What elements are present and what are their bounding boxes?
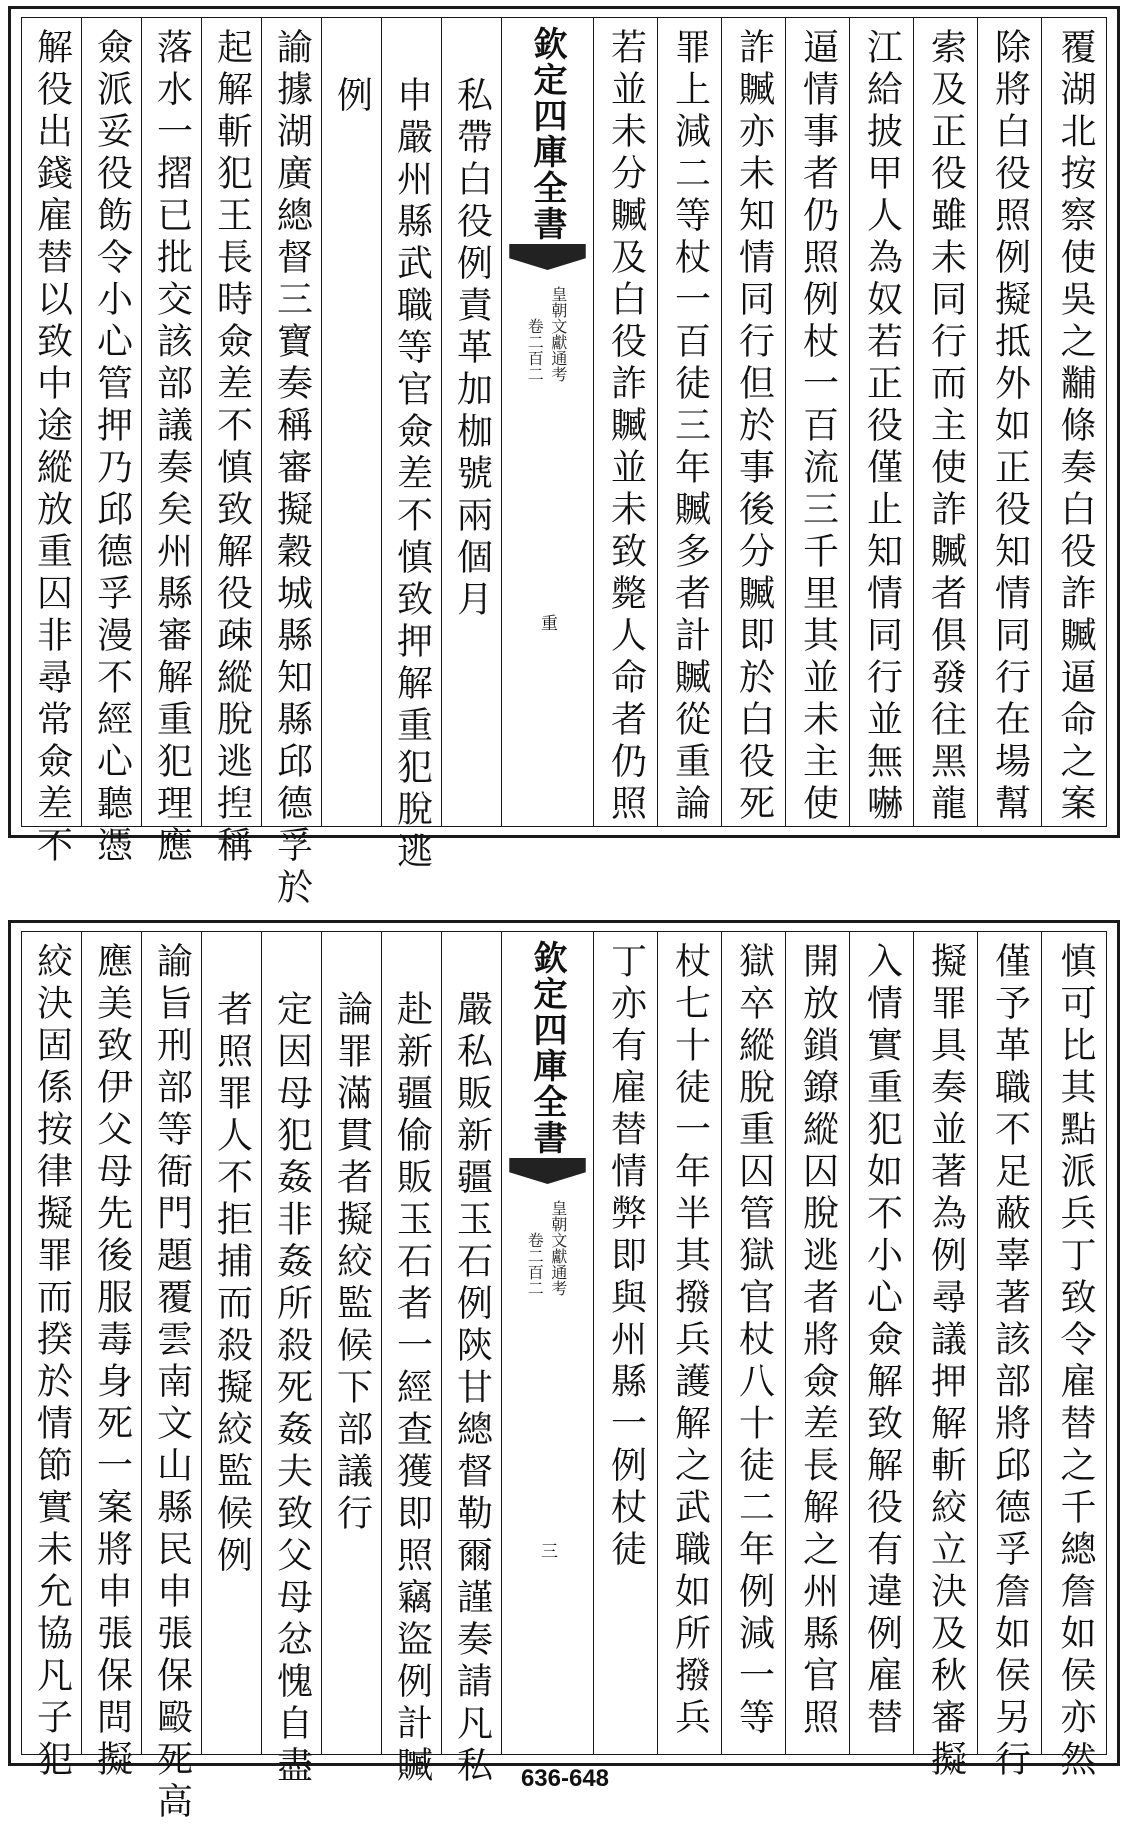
text-column [1042,932,1108,1782]
column-text: 絞決固係按律擬罪而揆於情節實未允協凡子犯 [31,942,73,1782]
column-text: 者照罪人不拒捕而殺擬絞監候例 [211,990,253,1578]
text-column [262,18,322,910]
page-top-frame [21,17,1107,910]
column-text: 僉派妥役飭令小心管押乃邱德孚漫不經心聽憑 [91,28,133,868]
text-column [978,18,1042,826]
page-top [8,6,1120,910]
text-column [850,18,914,826]
column-text: 起解斬犯王長時僉差不慎致解役疎縱脫逃揑稱 [211,28,253,868]
center-fold-column [502,932,594,1754]
column-text: 赴新疆偷販玉石者一經查獲即照竊盜例計贓 [391,990,433,1788]
column-text: 應美致伊父母先後服毒身死一案將申張保問擬 [91,942,133,1782]
text-column [786,18,850,826]
text-column [658,18,722,826]
text-column [658,932,722,1754]
volume-number: 卷二百二 [525,318,545,382]
column-text: 私帶白役例責革加枷號兩個月 [451,76,493,622]
text-column [142,18,202,868]
column-text: 諭據湖廣總督三寶奏稱審擬穀城縣知縣邱德孚於 [271,28,313,910]
text-column [322,932,382,1754]
text-column [722,932,786,1754]
fish-tail-mark-icon [509,244,585,270]
column-text: 慎可比其點派兵丁致令雇替之千總詹如侯亦然 [1055,942,1096,1782]
column-text: 詐贓亦未知情同行但於事後分贓即於白役死 [733,28,775,826]
text-column [914,932,978,1782]
text-column [22,932,82,1782]
column-text: 開放鎖鐐縱囚脫逃者將僉差長解之州縣官照 [797,942,839,1740]
text-column [786,932,850,1754]
book-subtitle: 皇朝文獻通考 [548,1200,568,1296]
text-column [142,932,202,1824]
column-text: 覆湖北按察使吳之黼條奏白役詐贓逼命之案 [1055,28,1096,826]
text-column [82,932,142,1782]
column-text: 逼情事者仍照例杖一百流三千里其並未主使 [797,28,839,826]
column-text: 擬罪具奏並著為例尋議押解斬絞立決及秋審擬 [925,942,967,1782]
column-text: 若並未分贓及白役詐贓並未致斃人命者仍照 [605,28,647,826]
column-text: 獄卒縱脫重囚管獄官杖八十徒二年例減一等 [733,942,775,1740]
text-column [22,18,82,868]
text-column [82,18,142,868]
column-text: 僅予革職不足蔽辜著該部將邱德孚詹如侯另行 [989,942,1031,1782]
column-text: 落水一摺已批交該部議奏矣州縣審解重犯理應 [151,28,193,868]
column-text: 除將白役照例擬抵外如正役知情同行在場幫 [989,28,1031,826]
text-column [202,932,262,1754]
text-column [442,18,502,826]
text-column [914,18,978,826]
column-text: 罪上減二等杖一百徒三年贓多者計贓從重論 [669,28,711,826]
leaf-number: 重 [537,614,557,631]
page-code: 636-648 [520,1765,610,1792]
text-column [442,932,502,1788]
column-text: 嚴私販新疆玉石例陝甘總督勒爾謹奏請凡私 [451,990,493,1788]
column-text: 解役出錢雇替以致中途縱放重囚非尋常僉差不 [31,28,73,868]
text-column [594,18,658,826]
column-text: 論罪滿貫者擬絞監候下部議行 [331,990,373,1536]
column-text: 定因母犯姦非姦所殺死姦夫致父母忿愧自盡 [271,990,313,1788]
leaf-number: 三 [537,1542,557,1559]
column-text: 申嚴州縣武職等官僉差不慎致押解重犯脫逃 [391,76,433,874]
column-text: 杖七十徒一年半其撥兵護解之武職如所撥兵 [669,942,711,1740]
column-text: 索及正役雖未同行而主使詐贓者俱發往黑龍 [925,28,967,826]
fish-tail-mark-icon [509,1158,585,1184]
text-column [722,18,786,826]
column-text: 例 [331,76,373,118]
column-text: 入情實重犯如不小心僉解致解役有違例雇替 [861,942,903,1740]
book-title: 欽定四庫全書 [527,26,567,242]
text-column [202,18,262,868]
volume-number: 卷二百二 [525,1232,545,1296]
book-title: 欽定四庫全書 [527,940,567,1156]
text-column [850,932,914,1754]
column-text: 江給披甲人為奴若正役僅止知情同行並無嚇 [861,28,903,826]
text-column [1042,18,1108,826]
text-column [382,932,442,1788]
column-text: 丁亦有雇替情弊即與州縣一例杖徒 [605,942,647,1572]
column-text: 諭旨刑部等衙門題覆雲南文山縣民申張保毆死高 [151,942,193,1824]
text-column [322,18,382,826]
text-column [594,932,658,1754]
text-column [262,932,322,1788]
text-column [382,18,442,874]
center-fold-column [502,18,594,826]
book-subtitle: 皇朝文獻通考 [548,286,568,382]
text-column [978,932,1042,1782]
